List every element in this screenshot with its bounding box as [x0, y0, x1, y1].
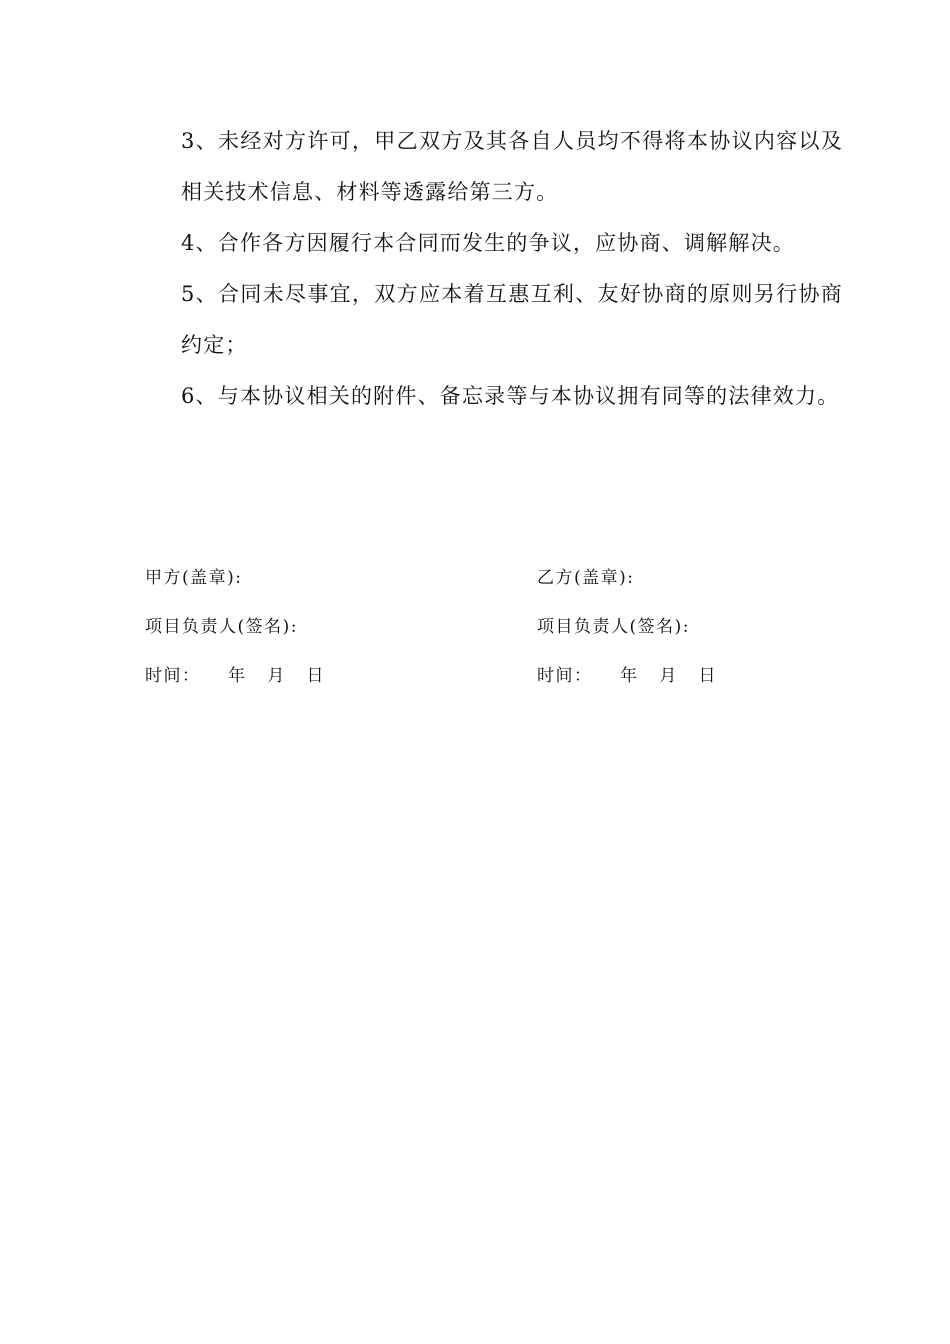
clause-4 — [145, 218, 843, 269]
clause-text: 未经对方许可，甲乙双方及其各自人员均不得将本协议内容以及相关技术信息、材料等透露给第三方。 — [181, 129, 843, 204]
party-b-date-label: 时间： 年 月 日 — [537, 666, 718, 686]
party-a-date-label: 时间： 年 月 日 — [145, 666, 326, 686]
party-a-leader-label: 项目负责人(签名): — [145, 617, 298, 637]
party-a-signature-block — [145, 565, 325, 712]
clause-6 — [145, 371, 843, 422]
party-b-leader-label: 项目负责人(签名): — [537, 617, 690, 637]
clause-number: 5、 — [181, 282, 219, 306]
clause-number: 6、 — [181, 384, 218, 408]
clause-3 — [145, 116, 843, 218]
clause-5 — [145, 269, 843, 371]
party-a-seal-label: 甲方(盖章): — [145, 568, 243, 588]
party-b-signature-block — [537, 565, 717, 712]
clause-text: 合同未尽事宜，双方应本着互惠互利、友好协商的原则另行协商约定； — [181, 282, 843, 357]
party-b-seal-label: 乙方(盖章): — [537, 568, 635, 588]
clause-number: 3、 — [181, 129, 219, 153]
clause-text: 与本协议相关的附件、备忘录等与本协议拥有同等的法律效力。 — [217, 384, 840, 408]
clause-text: 合作各方因履行本合同而发生的争议，应协商、调解解决。 — [217, 231, 795, 255]
clause-number: 4、 — [181, 231, 218, 255]
